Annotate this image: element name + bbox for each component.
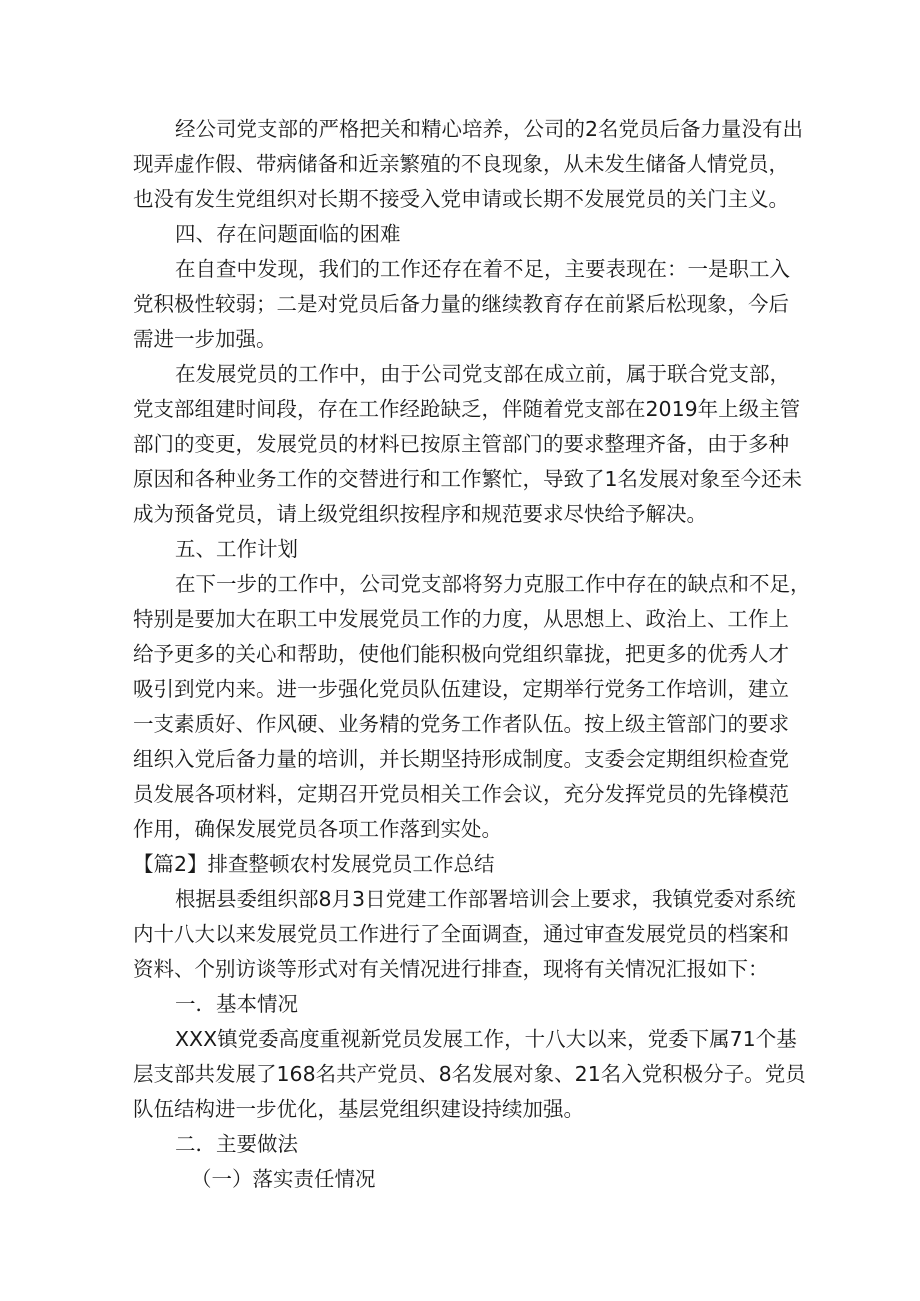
paragraph-basic-situation (133, 1022, 806, 1127)
text-line: 特别是要加大在职工中发展党员工作的力度，从思想上、政治上、工作上 (133, 607, 789, 631)
text-line: 作用，确保发展党员各项工作落到实处。 (133, 817, 502, 841)
paragraph-backup-force (133, 112, 804, 217)
text-line: 在下一步的工作中，公司党支部将努力克服工作中存在的缺点和不足， (175, 572, 811, 596)
text-line: 党积极性较弱；二是对党员后备力量的继续教育存在前紧后松现象，今后 (133, 292, 789, 316)
text-line: 在发展党员的工作中，由于公司党支部在成立前，属于联合党支部， (175, 362, 790, 386)
paragraph-investigation (133, 882, 796, 987)
text-line: 吸引到党内来。进一步强化党员队伍建设，定期举行党务工作培训，建立 (133, 677, 789, 701)
heading-responsibility: （一）落实责任情况 (191, 1167, 376, 1191)
text-line: 资料、个别访谈等形式对有关情况进行排查，现将有关情况汇报如下： (133, 957, 769, 981)
text-line: 需进一步加强。 (133, 327, 277, 351)
paragraph-self-check (133, 252, 793, 357)
text-line: 经公司党支部的严格把关和精心培养，公司的2名党员后备力量没有出 (175, 117, 804, 141)
text-line: 组织入党后备力量的培训，并长期坚持形成制度。支委会定期组织检查党 (133, 747, 789, 771)
text-line: 也没有发生党组织对长期不接受入党申请或长期不发展党员的关门主义。 (133, 187, 789, 211)
text-line: XXX镇党委高度重视新党员发展工作，十八大以来，党委下属71个基 (175, 1027, 797, 1051)
text-line: 党支部组建时间段，存在工作经跄缺乏，伴随着党支部在2019年上级主管 (133, 397, 801, 421)
paragraph-development-issues (133, 357, 803, 532)
text-line: 原因和各种业务工作的交替进行和工作繁忙，导致了1名发展对象至今还未 (133, 467, 803, 491)
text-line: 层支部共发展了168名共产党员、8名发展对象、21名入党积极分子。党员 (133, 1062, 806, 1086)
text-line: 队伍结构进一步优化，基层党组织建设持续加强。 (133, 1097, 584, 1121)
article-title: 【篇2】排查整顿农村发展党员工作总结 (133, 852, 495, 876)
text-line: 在自查中发现，我们的工作还存在着不足，主要表现在：一是职工入 (175, 257, 790, 281)
text-line: 成为预备党员，请上级党组织按程序和规范要求尽快给予解决。 (133, 502, 707, 526)
heading-work-plan: 五、工作计划 (175, 537, 298, 561)
text-line: 员发展各项材料，定期召开党员相关工作会议，充分发挥党员的先锋模范 (133, 782, 789, 806)
text-line: 根据县委组织部8月3日党建工作部署培训会上要求，我镇党委对系统 (175, 887, 796, 911)
document-page (133, 112, 811, 1197)
heading-basic-situation: 一．基本情况 (175, 992, 298, 1016)
text-line: 给予更多的关心和帮助，使他们能积极向党组织靠拢，把更多的优秀人才 (133, 642, 789, 666)
text-line: 部门的变更，发展党员的材料已按原主管部门的要求整理齐备，由于多种 (133, 432, 789, 456)
text-line: 一支素质好、作风硬、业务精的党务工作者队伍。按上级主管部门的要求 (133, 712, 789, 736)
heading-main-practices: 二．主要做法 (175, 1132, 298, 1156)
text-line: 内十八大以来发展党员工作进行了全面调查，通过审查发展党员的档案和 (133, 922, 789, 946)
paragraph-work-plan (133, 567, 811, 847)
heading-problems: 四、存在问题面临的困难 (175, 222, 401, 246)
text-line: 现弄虚作假、带病储备和近亲繁殖的不良现象，从未发生储备人情党员， (133, 152, 789, 176)
